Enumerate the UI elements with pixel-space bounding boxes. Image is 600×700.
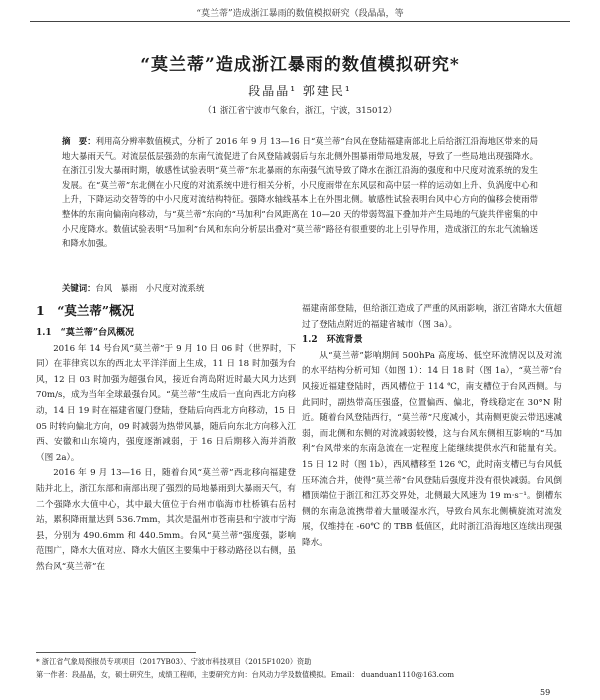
section-1-heading: 1 “莫兰蒂”概况: [36, 303, 135, 318]
running-header: “莫兰蒂”造成浙江暴雨的数值模拟研究（段晶晶，等: [196, 9, 404, 19]
keywords-text: 台风 暴雨 小尺度对流系统: [95, 283, 205, 293]
left-column: [36, 302, 296, 576]
section-1-2-paragraph-1: 从“莫兰蒂”影响期间 500hPa 高度场、低空环流情况以及对流的水平结构分析可知（如图 1）：14 日 18 时（图 1a），“莫兰蒂”台风接近福建登陆时，西风槽位于 114 ℃，南支槽位于台风西侧。与此同时，副热带高压强盛，位置偏西、偏北，脊线稳定在 30°N 附近。随着台风登陆西行，“莫兰蒂”尺度减小，其南侧更旋云带迅速减弱，而北侧和东侧的对流减弱较慢，这与台风东侧相互影响的“马加利”台风带来的东南急流在一定程度上能继续提供水汽和能量有关。15 日 12 时（图 1b），西风槽移至 126 ℃，此时南支槽已与台风低压环流合并，使得“莫兰蒂”台风登陆后强度并没有很快减弱。台风倒槽顶端位于浙江和江苏交界处，北侧最大风速为 19 m·s⁻¹。倒槽东侧的东南急流携带着大量暖湿水汽，导致台风东北侧横旋流对流发展，仅维持在 -60℃ 的 TBB 低值区，此时浙江沿海地区连续出现强降水。: [302, 350, 563, 548]
abstract: [62, 134, 538, 251]
right-column: [302, 302, 562, 552]
abstract-text: 利用高分辨率数值模式，分析了 2016 年 9 月 13—16 日“莫兰蒂”台风在登陆福建南部北上后给浙江沿海地区带来的局地大暴雨天气。对流层低层强劲的东南气流促进了台风登陆减弱后与东北侧外围暴雨带局地发展，导致了一些局地出现强降水。在浙江引发大暴雨时期，敏感性试验表明“莫兰蒂”东北暴雨的东南强气流导致了降水在浙江沿海的强度和中尺度对流系统的发生发展。在“莫兰蒂”东北侧在小尺度的对流系统中进行相关分析，小尺度雨带在东风层和高中层一样的运动如上升、负涡度中心和上升，下降运动交替等的中小尺度对流结构特征。强降水轴线基本上在外围北侧。敏感性试验表明台风中心方向的偏移会使雨带整体的东南向偏南向移动，与“莫兰蒂”东向的“马加利”台风距离在 10—20 天的带弱驾温下叠加并产生局地的气旋共伴密集的中小尺度降水。数值试验表明“马加利”台风和东向分析层出叠对“莫兰蒂”路径有很重要的北上引导作用，造成浙江的东北气流输送和降水加强。: [62, 136, 539, 249]
footnote-author: 第一作者：段晶晶，女，硕士研究生，成绩工程师，主要研究方向：台风动力学及数值模拟。Email： duanduan1110@163.com: [36, 670, 455, 679]
paper-title: “莫兰蒂”造成浙江暴雨的数值模拟研究*: [140, 55, 460, 75]
page-number: 59: [540, 688, 551, 697]
section-1-1-paragraph-1: 2016 年 14 号台风“莫兰蒂”于 9 月 10 日 06 时（世界时，下同）在菲律宾以东的西北太平洋洋面上生成，11 日 18 时加强为台风，12 日 03 时加强为超强台风，接近台湾岛附近时最大风力达到 70m/s，成为当年全球最强台风。“莫兰蒂”生成后一直向西北方向移动，14 日 19 时在福建省厦门登陆，登陆后向西北方向移动，15 日 05 时转向偏北方向，09 时减弱为热带风暴，随后向东北方向移入江西、安徽和山东境内，强度逐渐减弱，于 16 日后期移入海并消散（图 2a）。: [36, 343, 296, 463]
authors: 段晶晶¹ 郭建民¹: [248, 84, 352, 98]
abstract-label: 摘 要：: [62, 136, 96, 146]
footnote-rule: [36, 652, 196, 653]
section-1-1-paragraph-2: 2016 年 9 月 13—16 日，随着台风“莫兰蒂”西北移向福建登陆并北上，浙江东部和南部出现了强烈的局地暴雨到大暴雨天气，有二个强降水大值中心，其中最大值位于台州市临海市杜桥镇右岳村站，累积降雨量达到 536.7mm，其次是温州市苍南县和宁波市宁海县，分别为 490.6mm 和 440.5mm。台风“莫兰蒂”强度强，影响范围广，降水大值对应、降水大值区主要集中于移动路径以右侧，虽然台风“莫兰蒂”在: [36, 468, 296, 572]
header-rule: [30, 21, 570, 22]
keywords-label: 关键词：: [62, 283, 96, 293]
section-1-1-heading: 1.1 “莫兰蒂”台风概况: [36, 328, 135, 338]
section-1-2-heading: 1.2 环流背景: [302, 335, 363, 346]
footnote-funding: * 浙江省气象局预报员专项项目（2017YB03）、宁波市科技项目（2015F1020）资助: [36, 657, 312, 666]
keywords: [62, 282, 538, 294]
affiliation: （1 浙江省宁波市气象台，浙江，宁波，315012）: [203, 106, 397, 116]
right-column-continuation: 福建南部登陆，但给浙江造成了严重的风雨影响，浙江省降水大值超过了登陆点附近的福建省城市（图 3a）。: [302, 304, 562, 330]
